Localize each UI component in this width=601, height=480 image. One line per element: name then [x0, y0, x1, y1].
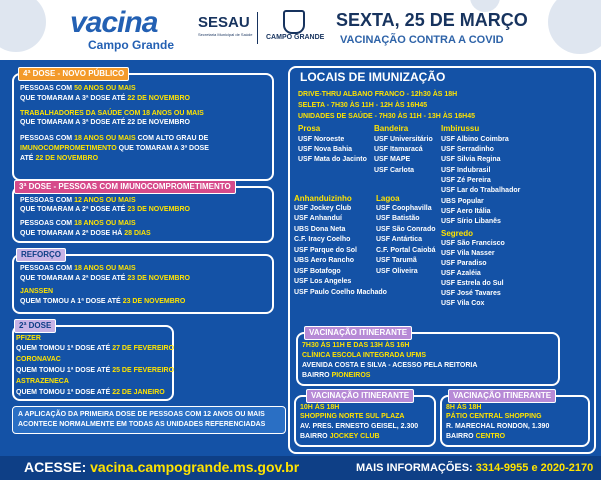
- location-item: USF Batistão: [376, 215, 420, 222]
- itinerante-norte-sul-line: 10H ÀS 18H: [300, 404, 340, 411]
- dose3-line: PESSOAS COM 12 ANOS OU MAIS: [20, 197, 136, 204]
- reforco-line: QUEM TOMOU A 1ª DOSE ATÉ 23 DE NOVEMBRO: [20, 298, 186, 305]
- sesau-subtitle: Secretaria Municipal de Saúde: [198, 32, 253, 37]
- location-item: USF Jockey Club: [294, 205, 352, 212]
- location-item: USF Itamaracá: [374, 146, 423, 153]
- region-bandeira-heading: Bandeira: [374, 124, 409, 133]
- campo-grande-label: CAMPO GRANDE: [266, 34, 325, 41]
- dose2-line: PFIZER: [16, 335, 41, 342]
- footer: [0, 456, 601, 480]
- location-item: UBS Popular: [441, 198, 484, 205]
- itinerante-central-line: PÁTIO CENTRAL SHOPPING: [446, 413, 542, 420]
- dose4-line: QUE TOMARAM A 3ª DOSE ATÉ 22 DE NOVEMBRO: [20, 95, 190, 102]
- sesau-logo: SESAU: [198, 14, 250, 31]
- campo-grande-crest-icon: [283, 10, 305, 34]
- location-item: USF São Francisco: [441, 240, 505, 247]
- location-item: UBS Aero Rancho: [294, 257, 355, 264]
- dose4-line: ATÉ 22 DE NOVEMBRO: [20, 155, 99, 162]
- virus-decoration-icon: [0, 0, 46, 52]
- location-item: USF MAPE: [374, 156, 411, 163]
- itinerante-norte-sul-tag: VACINAÇÃO ITINERANTE: [306, 389, 414, 403]
- location-item: USF José Tavares: [441, 290, 501, 297]
- dose2-line: QUEM TOMOU 1ª DOSE ATÉ 27 DE FEVEREIRO: [16, 345, 175, 352]
- location-item: USF São Conrado: [376, 226, 436, 233]
- itinerante-ufms-line: AVENIDA COSTA E SILVA - ACESSO PELA REITORIA: [302, 362, 478, 369]
- region-lagoa-heading: Lagoa: [376, 194, 400, 203]
- first-dose-note-text: A APLICAÇÃO DA PRIMEIRA DOSE DE PESSOAS COM 12 ANOS OU MAIS: [18, 411, 265, 418]
- location-item: USF Silvia Regina: [441, 156, 501, 163]
- logo-divider: [257, 12, 258, 44]
- location-item: USF Nova Bahia: [298, 146, 353, 153]
- drive-thru-schedule: DRIVE-THRU ALBANO FRANCO - 12h30 ÀS 18H: [298, 91, 458, 98]
- dose2-line: ASTRAZENECA: [16, 378, 69, 385]
- itinerante-norte-sul-line: SHOPPING NORTE SUL PLAZA: [300, 413, 405, 420]
- dose4-line: IMUNOCOMPROMETIMENTO QUE TOMARAM A 3ª DOSE: [20, 145, 209, 152]
- location-item: USF Oliveira: [376, 268, 418, 275]
- reforco-line: PESSOAS COM 18 ANOS OU MAIS: [20, 265, 136, 272]
- dose4-line: PESSOAS COM 18 ANOS OU MAIS COM ALTO GRAU DE: [20, 135, 209, 142]
- location-item: USF Anhanduí: [294, 215, 342, 222]
- location-item: USF Paulo Coelho Machado: [294, 289, 387, 296]
- location-item: USF Aero Itália: [441, 208, 491, 215]
- virus-decoration-icon: [548, 0, 601, 54]
- location-item: USF Estrela do Sul: [441, 280, 504, 287]
- location-item: USF Tarumã: [376, 257, 417, 264]
- dose2-line: QUEM TOMOU 1ª DOSE ATÉ 25 DE FEVEREIRO: [16, 367, 175, 374]
- itinerante-central-line: BAIRRO CENTRO: [446, 433, 506, 440]
- location-item: USF Noroeste: [298, 136, 345, 143]
- region-imbirussu-heading: Imbirussu: [441, 124, 480, 133]
- dose3-tag: 3ª DOSE - PESSOAS COM IMUNOCOMPROMETIMENTO: [14, 180, 236, 194]
- page-subtitle: VACINAÇÃO CONTRA A COVID: [340, 34, 504, 46]
- itinerante-central-tag: VACINAÇÃO ITINERANTE: [448, 389, 556, 403]
- location-item: USF Coophavilla: [376, 205, 432, 212]
- reforco-line: QUE TOMARAM A 2ª DOSE ATÉ 23 DE NOVEMBRO: [20, 275, 190, 282]
- itinerante-central-line: 8H ÀS 18H: [446, 404, 482, 411]
- location-item: USF Carlota: [374, 167, 415, 174]
- location-item: USF Albino Coimbra: [441, 136, 509, 143]
- location-item: USF Indubrasil: [441, 167, 491, 174]
- location-item: USF Lar do Trabalhador: [441, 187, 521, 194]
- location-item: USF Vila Nasser: [441, 250, 495, 257]
- itinerante-norte-sul-line: BAIRRO JOCKEY CLUB: [300, 433, 380, 440]
- location-item: USF Antártica: [376, 236, 423, 243]
- dose2-line: QUEM TOMOU 1ª DOSE ATÉ 22 DE JANEIRO: [16, 389, 165, 396]
- location-item: USF Sírio Libanês: [441, 218, 501, 225]
- dose4-line: QUE TOMARAM A 3ª DOSE ATÉ 22 DE NOVEMBRO: [20, 119, 190, 126]
- itinerante-central-line: R. MARECHAL RONDON, 1.390: [446, 423, 550, 430]
- reforco-line: JANSSEN: [20, 288, 54, 295]
- dose3-line: QUE TOMARAM A 2ª DOSE HÁ 28 DIAS: [20, 230, 151, 237]
- itinerante-ufms-line: 7H30 ÀS 11H E DAS 13H ÀS 16H: [302, 342, 410, 349]
- itinerante-ufms-line: CLÍNICA ESCOLA INTEGRADA UFMS: [302, 352, 427, 359]
- location-item: USF Zé Pereira: [441, 177, 491, 184]
- region-prosa-heading: Prosa: [298, 124, 321, 133]
- seleta-schedule: SELETA - 7H30 ÀS 11H - 12H ÀS 16H45: [298, 102, 428, 109]
- dose4-line: PESSOAS COM 50 ANOS OU MAIS: [20, 85, 136, 92]
- locais-title: LOCAIS DE IMUNIZAÇÃO: [300, 70, 446, 84]
- vacina-logo: vacina: [70, 6, 158, 39]
- dose4-tag: 4ª DOSE - NOVO PÚBLICO: [18, 67, 129, 81]
- region-segredo-heading: Segredo: [441, 229, 474, 238]
- website-link[interactable]: vacina.campogrande.ms.gov.br: [90, 459, 300, 475]
- location-item: USF Parque do Sol: [294, 247, 358, 254]
- itinerante-norte-sul-line: AV. PRES. ERNESTO GEISEL, 2.300: [300, 423, 419, 430]
- itinerante-ufms-tag: VACINAÇÃO ITINERANTE: [304, 326, 412, 340]
- dose4-line: TRABALHADORES DA SAÚDE COM 18 ANOS OU MAIS: [20, 110, 204, 117]
- dose3-line: QUE TOMARAM A 2ª DOSE ATÉ 23 DE NOVEMBRO: [20, 206, 190, 213]
- location-item: USF Vila Cox: [441, 300, 485, 307]
- location-item: USF Serradinho: [441, 146, 494, 153]
- vacina-logo-subtitle: Campo Grande: [88, 38, 175, 52]
- location-item: USF Mata do Jacinto: [298, 156, 367, 163]
- dose3-line: PESSOAS COM 18 ANOS OU MAIS: [20, 220, 136, 227]
- region-anhanduizinho-heading: Anhanduizinho: [294, 194, 352, 203]
- footer-phones: MAIS INFORMAÇÕES: 3314-9955 e 2020-2170: [356, 462, 594, 474]
- header: [0, 0, 601, 60]
- itinerante-ufms-line: BAIRRO PIONEIROS: [302, 372, 371, 379]
- location-item: UBS Dona Neta: [294, 226, 346, 233]
- location-item: C.F. Portal Caiobá: [376, 247, 436, 254]
- dose2-tag: 2ª DOSE: [14, 319, 56, 333]
- location-item: USF Azaléia: [441, 270, 481, 277]
- location-item: USF Universitário: [374, 136, 433, 143]
- location-item: C.F. Iracy Coelho: [294, 236, 351, 243]
- location-item: USF Paradiso: [441, 260, 487, 267]
- dose2-line: CORONAVAC: [16, 356, 61, 363]
- location-item: USF Botafogo: [294, 268, 341, 275]
- location-item: USF Los Angeles: [294, 278, 352, 285]
- first-dose-note-text: ACONTECE NORMALMENTE EM TODAS AS UNIDADES REFERENCIADAS: [18, 421, 266, 428]
- reforco-tag: REFORÇO: [16, 248, 66, 262]
- unidades-schedule: UNIDADES DE SAÚDE - 7H30 ÀS 11H - 13H ÀS 16H45: [298, 113, 476, 120]
- page-date: SEXTA, 25 DE MARÇO: [336, 10, 528, 30]
- footer-website: ACESSE: vacina.campogrande.ms.gov.br: [24, 459, 300, 475]
